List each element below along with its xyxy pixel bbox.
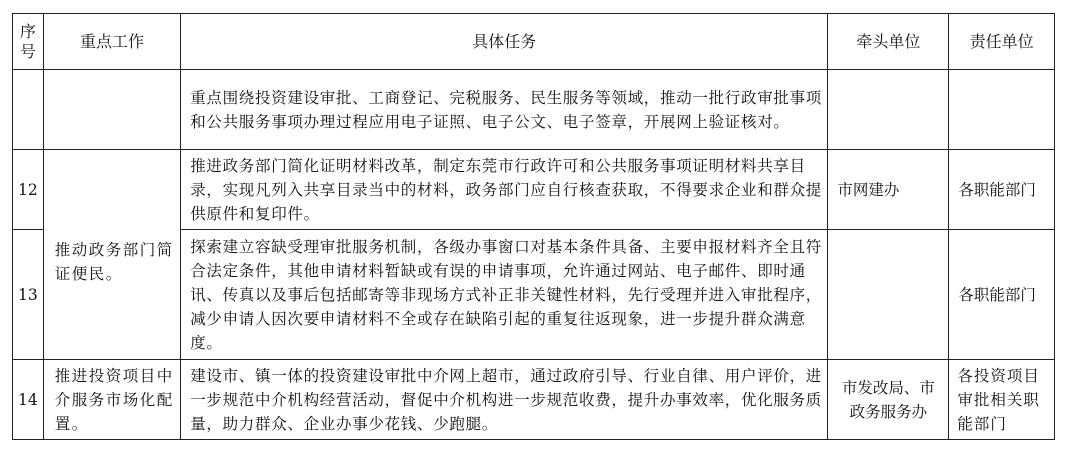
row-task: 推进政务部门简化证明材料改革，制定东莞市行政许可和公共服务事项证明材料共享目录，实现凡列入共享目录当中的材料，政务部门应自行核查获取，不得要求企业和群众提供原件和复印件。 (181, 150, 828, 230)
row-key-work: 推进投资项目中介服务市场化配置。 (43, 360, 180, 440)
row-lead-unit (828, 70, 949, 150)
header-key-work: 重点工作 (43, 14, 180, 70)
row-task: 重点围绕投资建设审批、工商登记、完税服务、民生服务等领域，推动一批行政审批事项和公共服务事项办理过程应用电子证照、电子公文、电子签章，开展网上验证核对。 (181, 70, 828, 150)
row-task: 建设市、镇一体的投资建设审批中介网上超市，通过政府引导、行业自律、用户评价，进一步规范中介机构经营活动，督促中介机构进一步规范收费，提升办事效率，优化服务质量，助力群众、企业办事少花钱、少跑腿。 (181, 360, 828, 440)
task-table (12, 13, 1055, 440)
header-no (13, 14, 44, 70)
row-key-work: 推动政务部门简证便民。 (43, 150, 180, 360)
header-no-line2: 号 (19, 41, 36, 61)
row-resp-unit: 各职能部门 (949, 150, 1055, 230)
row-task: 探索建立容缺受理审批服务机制，各级办事窗口对基本条件具备、主要申报材料齐全且符合法定条件，其他申请材料暂缺或有误的申请事项，允许通过网站、电子邮件、即时通讯、传真以及事后包括邮寄等非现场方式补正非关键性材料，先行受理并进入审批程序，减少申请人因次要申请材料不全或存在缺陷引起的重复往返现象，进一步提升群众满意度。 (181, 230, 828, 360)
row-key-work (43, 70, 180, 150)
header-no-line1: 序 (19, 21, 36, 41)
table-row (13, 360, 1055, 440)
row-lead-unit: 市发改局、市政务服务办 (828, 360, 949, 440)
row-no: 13 (13, 230, 44, 360)
header-resp-unit: 责任单位 (949, 14, 1055, 70)
header-task: 具体任务 (181, 14, 828, 70)
row-no: 12 (13, 150, 44, 230)
row-no (13, 70, 44, 150)
row-resp-unit: 各职能部门 (949, 230, 1055, 360)
table-row (13, 70, 1055, 150)
table-header-row (13, 14, 1055, 70)
header-lead-unit: 牵头单位 (828, 14, 949, 70)
row-lead-unit (828, 230, 949, 360)
row-lead-unit: 市网建办 (828, 150, 949, 230)
row-resp-unit: 各投资项目审批相关职能部门 (949, 360, 1055, 440)
table-row (13, 150, 1055, 230)
row-resp-unit (949, 70, 1055, 150)
row-no: 14 (13, 360, 44, 440)
